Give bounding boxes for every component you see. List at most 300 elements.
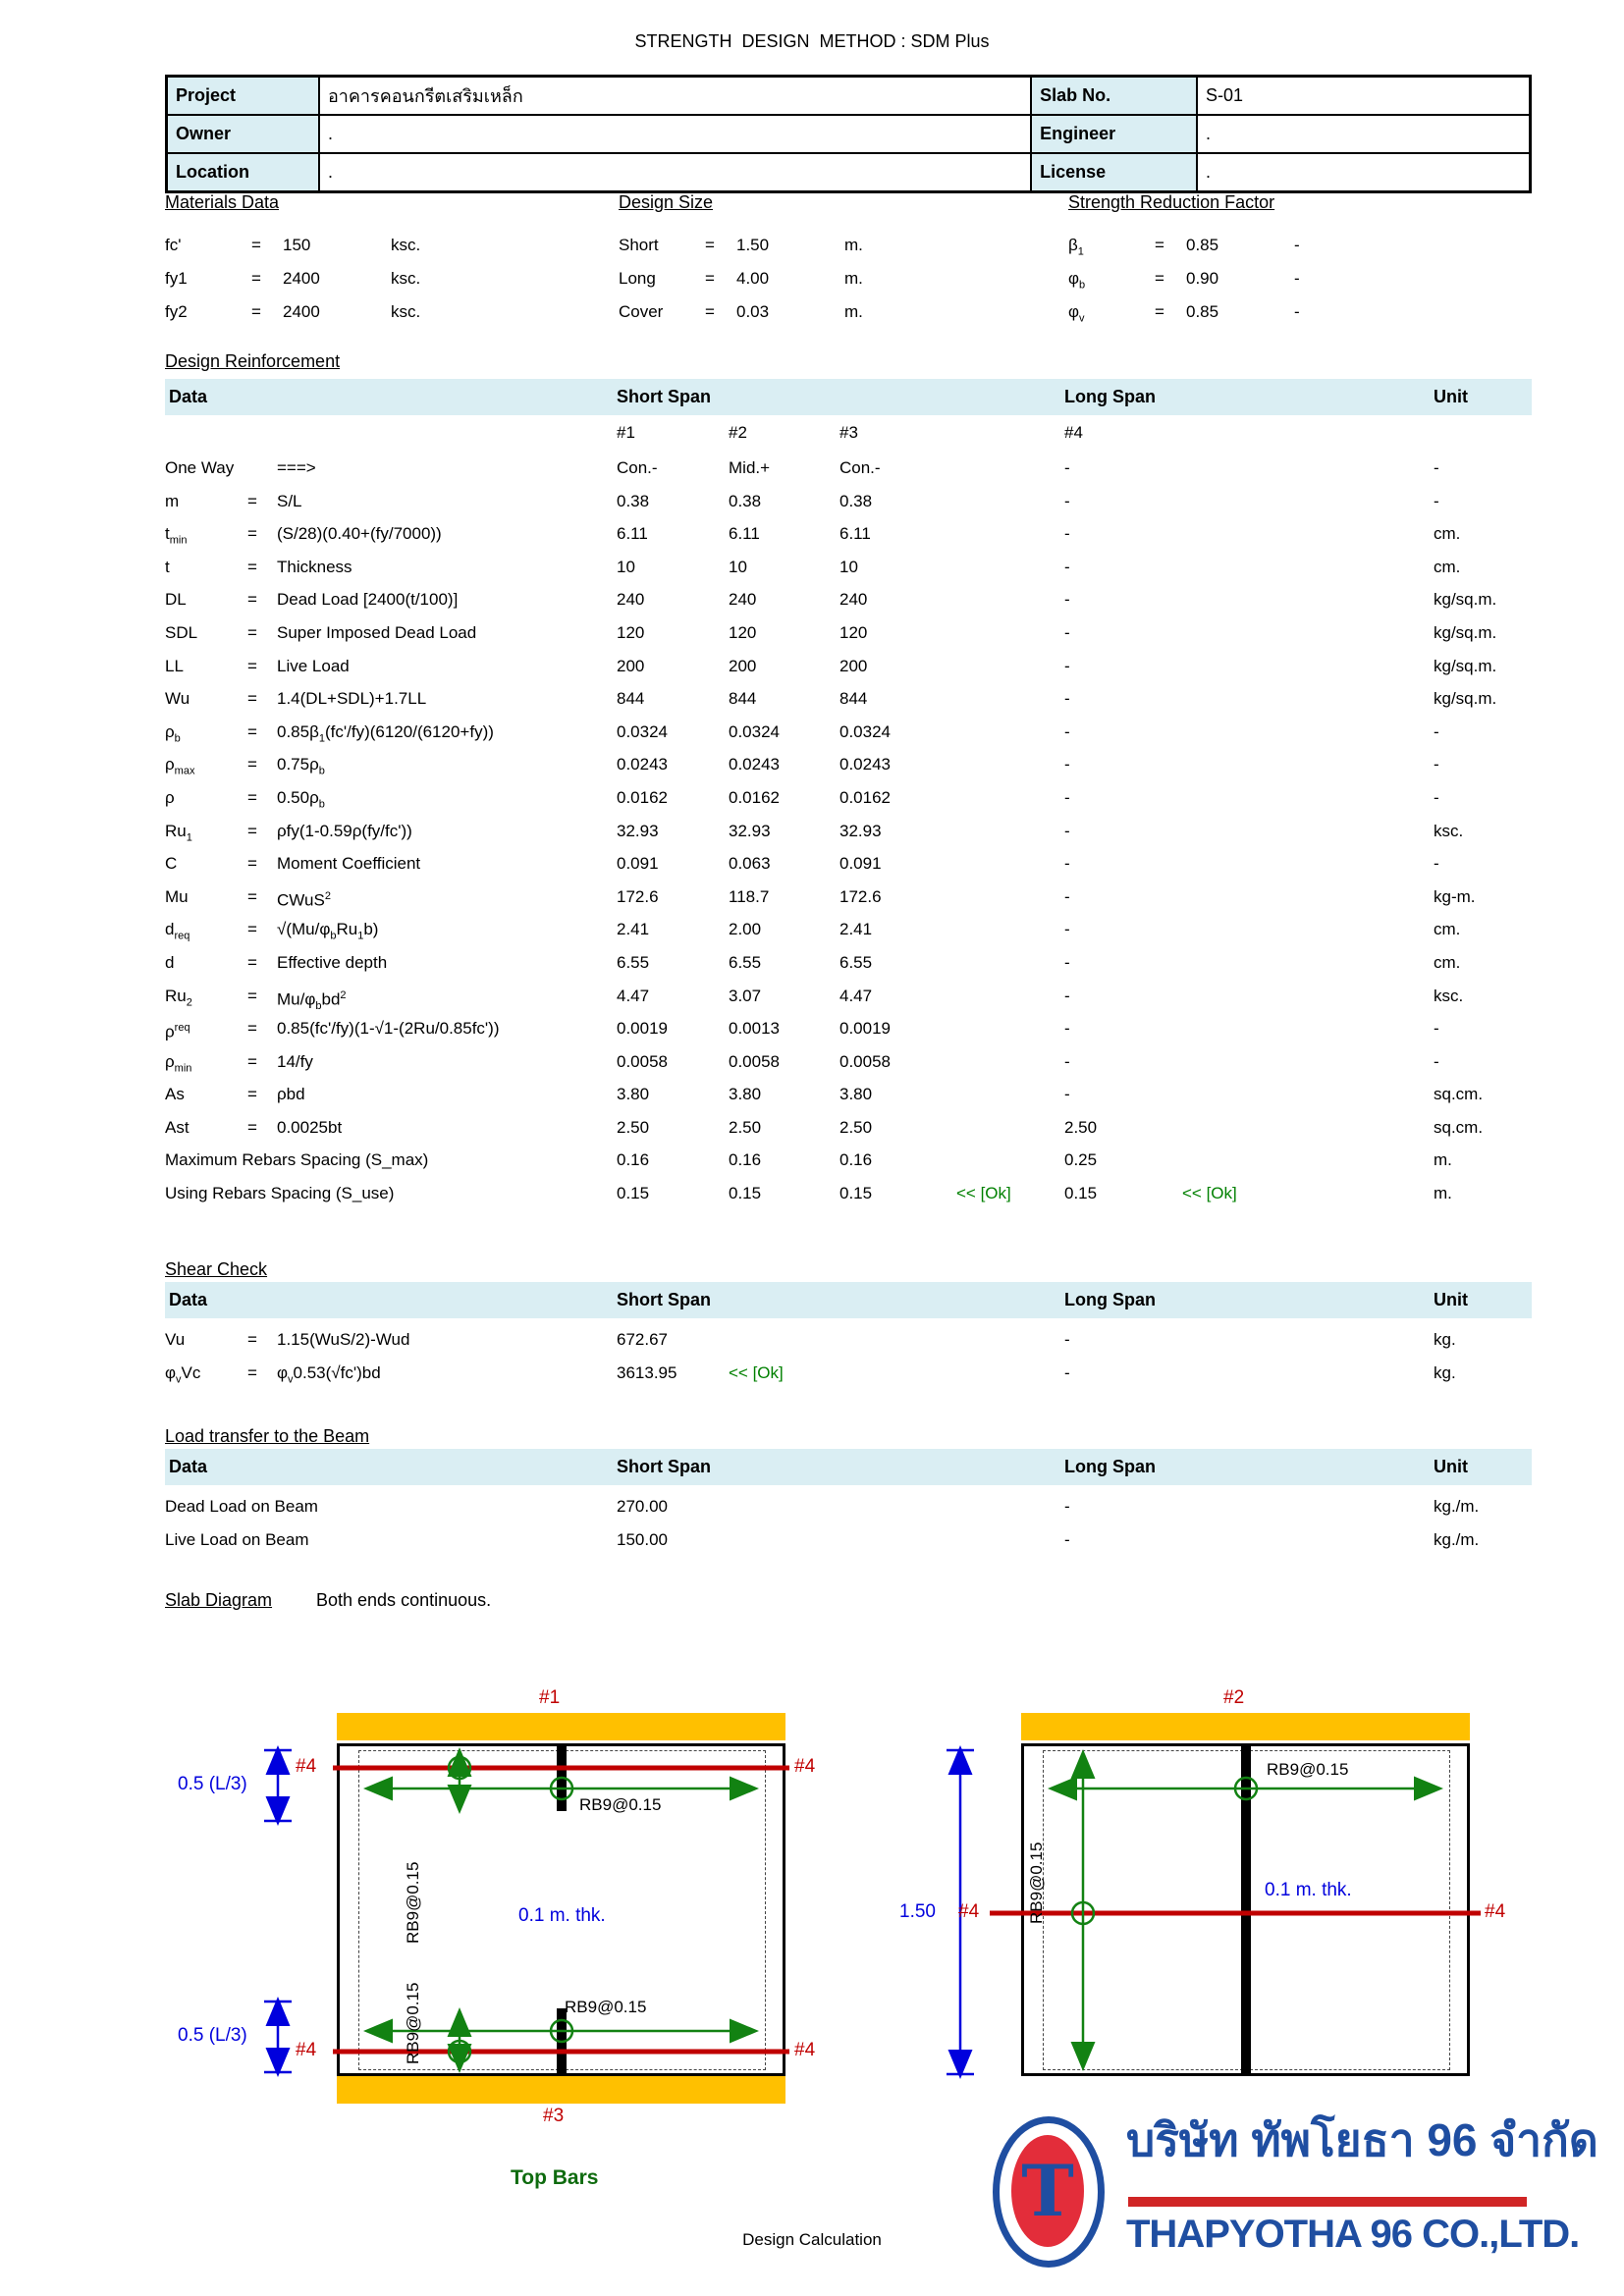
project-info-row [167, 115, 1531, 153]
equals: = [247, 1051, 257, 1071]
table-row [165, 748, 1532, 781]
value-cell: 0.15 [617, 1184, 650, 1203]
value-cell: 4.47 [617, 986, 650, 1005]
equals: = [247, 1330, 257, 1349]
value-cell: - [1064, 755, 1070, 774]
value-cell: 0.0162 [839, 787, 891, 807]
info-row [1068, 295, 1481, 329]
edge-label: #4 [958, 1901, 980, 1922]
row-symbol: $\rho_b$ [165, 721, 181, 745]
row-formula: ===> [277, 458, 316, 477]
unit: ksc. [391, 302, 421, 321]
value-cell: 3.80 [839, 1085, 873, 1104]
value-cell: 0.0013 [729, 1019, 780, 1039]
value-cell: 0.16 [617, 1150, 650, 1170]
header-value: . [319, 115, 1031, 153]
info-row [165, 262, 577, 295]
row-symbol: $Ru_1$ [165, 821, 192, 843]
row-formula: 1.15(WuS/2)-Wud [277, 1330, 410, 1349]
equals: = [705, 302, 715, 321]
row-symbol: $\rho_{max}$ [165, 755, 195, 777]
unit-cell: - [1434, 854, 1439, 874]
subcol-4: #4 [1064, 423, 1083, 442]
value-cell: 0.091 [839, 854, 882, 874]
value: 0.90 [1186, 269, 1219, 288]
row-symbol: Wu [165, 689, 190, 709]
rebar-spacing-label: RB9@0.15 [565, 1998, 647, 2016]
symbol: fy1 [165, 269, 188, 288]
value-cell: 240 [839, 590, 868, 610]
diagram-annotations [170, 1713, 857, 2125]
row-label: Live Load on Beam [165, 1529, 309, 1549]
table-row [165, 1012, 1532, 1045]
value: 2400 [283, 302, 320, 321]
table-row [165, 517, 1532, 551]
value-cell: 0.16 [839, 1150, 873, 1170]
value-cell: - [1064, 491, 1070, 510]
info-row [619, 295, 1031, 329]
value: 0.03 [736, 302, 770, 321]
value-cell: - [1064, 622, 1070, 642]
value-cell: 0.091 [617, 854, 659, 874]
value: 2400 [283, 269, 320, 288]
symbol: $\varphi_b$ [1068, 269, 1086, 292]
edge-label: #4 [296, 2040, 317, 2060]
header-value: . [319, 153, 1031, 192]
design-size-heading: Design Size [619, 192, 714, 212]
row-formula: $√(Mu/\varphi_bRu_1b)$ [277, 920, 379, 942]
symbol: fy2 [165, 302, 188, 321]
equals: = [247, 491, 257, 510]
value-cell: - [1064, 854, 1070, 874]
table-row [165, 682, 1532, 716]
value: 0.85 [1186, 236, 1219, 254]
value-cell: 0.16 [729, 1150, 762, 1170]
value-cell: 0.0243 [617, 755, 668, 774]
project-info-row [167, 153, 1531, 192]
info-row [1068, 229, 1481, 262]
col-unit: Unit [1434, 387, 1468, 406]
value-cell: 6.55 [729, 952, 762, 972]
value-cell: 0.0058 [729, 1051, 780, 1071]
unit-cell: ksc. [1434, 821, 1464, 840]
equals: = [705, 236, 715, 254]
value-cell: Con.- [839, 458, 881, 477]
unit: m. [844, 236, 863, 254]
value-cell: 150.00 [617, 1529, 668, 1549]
footer-note: Design Calculation [742, 2230, 882, 2249]
unit-cell: sq.cm. [1434, 1117, 1484, 1137]
row-label: Maximum Rebars Spacing (S_max) [165, 1150, 429, 1170]
load-transfer-rows [165, 1490, 1532, 1556]
value-cell: 0.0019 [839, 1019, 891, 1039]
symbol: $\varphi_v$ [1068, 302, 1085, 325]
value-cell: - [1064, 721, 1070, 741]
row-symbol: $\rho^{req}$ [165, 1022, 190, 1041]
table-row [165, 1523, 1532, 1557]
table-row [165, 1323, 1532, 1357]
value-cell: 0.0162 [617, 787, 668, 807]
unit-cell: kg/sq.m. [1434, 656, 1497, 675]
value-cell: 844 [839, 689, 868, 709]
equals: = [247, 590, 257, 610]
value-cell: - [1064, 920, 1070, 939]
header-value: อาคารคอนกรีตเสริมเหล็ก [319, 77, 1031, 116]
table-row [165, 1111, 1532, 1145]
spacing-arrow-vertical-top [449, 1752, 470, 1809]
value-cell: - [1064, 590, 1070, 610]
row-symbol: $t_{min}$ [165, 524, 188, 547]
col-long: Long Span [1064, 1290, 1156, 1309]
unit-cell: cm. [1434, 557, 1461, 576]
equals: = [247, 1362, 257, 1382]
value-cell: 240 [617, 590, 645, 610]
diagram-annotations [854, 1713, 1542, 2125]
value-cell: 3.07 [729, 986, 762, 1005]
value-cell: 172.6 [839, 886, 882, 906]
unit-cell: kg-m. [1434, 886, 1476, 906]
span-label-2: #2 [1223, 1687, 1245, 1708]
value-cell: 2.50 [839, 1117, 873, 1137]
value-cell: - [1064, 1330, 1070, 1349]
unit-cell: - [1434, 1019, 1439, 1039]
equals: = [1155, 236, 1164, 254]
shear-rows [165, 1323, 1532, 1389]
page-title: STRENGTH DESIGN METHOD : SDM Plus [634, 31, 990, 51]
value-cell: 0.0058 [839, 1051, 891, 1071]
thickness-label: 0.1 m. thk. [518, 1905, 606, 1926]
value-cell: 3613.95 [617, 1362, 677, 1382]
table-row [165, 781, 1532, 815]
row-symbol: $d_{req}$ [165, 920, 190, 942]
table-row [165, 616, 1532, 650]
value-cell: 32.93 [729, 821, 771, 840]
unit-cell: - [1434, 491, 1439, 510]
symbol: Long [619, 269, 656, 288]
slab-diagram-left [178, 1687, 816, 2189]
row-symbol: t [165, 557, 170, 576]
row-formula: 0.85(fc'/fy)(1-√1-(2Ru/0.85fc')) [277, 1019, 500, 1039]
ok-flag: << [Ok] [956, 1184, 1011, 1203]
row-symbol: C [165, 854, 178, 874]
row-formula: ρfy(1-0.59ρ(fy/fc')) [277, 821, 412, 840]
row-formula: Effective depth [277, 952, 388, 972]
symbol: Short [619, 236, 659, 254]
shear-header-band [165, 1282, 1532, 1318]
header-label: Engineer [1031, 115, 1197, 153]
materials-heading: Materials Data [165, 192, 280, 212]
rebar-spacing-label-vertical: RB9@0.15 [404, 1861, 422, 1944]
spacing-arrow-vertical [1072, 1754, 1094, 2066]
table-row [165, 716, 1532, 749]
value-cell: 0.25 [1064, 1150, 1098, 1170]
header-label: Owner [167, 115, 319, 153]
symbol: fc' [165, 236, 182, 254]
table-row [165, 946, 1532, 980]
row-formula: CWuS$^2$ [277, 889, 331, 910]
col-data: Data [169, 1457, 208, 1476]
value-cell: 6.55 [617, 952, 650, 972]
row-formula: $0.50\rho_b$ [277, 787, 325, 811]
table-row [165, 1490, 1532, 1523]
reduction-factor-section [1068, 192, 1481, 329]
equals: = [251, 302, 261, 321]
value-cell: 2.00 [729, 920, 762, 939]
value-cell: 10 [617, 557, 635, 576]
table-row [165, 1357, 1532, 1390]
value: 1.50 [736, 236, 770, 254]
row-formula: Moment Coefficient [277, 854, 421, 874]
unit-cell: kg/sq.m. [1434, 590, 1497, 610]
value-cell: 120 [839, 622, 868, 642]
value-cell: 6.11 [839, 524, 871, 544]
value-cell: 6.11 [729, 524, 760, 544]
unit-cell: - [1434, 787, 1439, 807]
span-label-3: #3 [543, 2106, 565, 2126]
info-row [619, 229, 1031, 262]
value-cell: 0.0243 [729, 755, 780, 774]
value-cell: 2.50 [729, 1117, 762, 1137]
rebar-spacing-label-vertical: RB9@0.15 [1027, 1842, 1046, 1924]
equals: = [247, 622, 257, 642]
row-symbol: LL [165, 656, 184, 675]
equals: = [247, 1019, 257, 1039]
equals: = [247, 986, 257, 1005]
row-symbol: $\varphi_vVc$ [165, 1362, 201, 1385]
span-label-1: #1 [539, 1687, 561, 1708]
row-formula: 1.4(DL+SDL)+1.7LL [277, 689, 427, 709]
row-formula: 0.0025bt [277, 1117, 343, 1137]
row-symbol: Ast [165, 1117, 189, 1137]
value-cell: - [1064, 787, 1070, 807]
value-cell: - [1064, 689, 1070, 709]
subcol-1: #1 [617, 423, 635, 442]
dimension-arrow-bottom [264, 2002, 292, 2072]
row-formula: Super Imposed Dead Load [277, 622, 477, 642]
value-cell: 0.15 [729, 1184, 762, 1203]
col-data: Data [169, 387, 208, 406]
project-info-row [167, 77, 1531, 116]
value-cell: 2.41 [617, 920, 650, 939]
value-cell: 0.38 [729, 491, 762, 510]
value-cell: - [1064, 886, 1070, 906]
header-label: License [1031, 153, 1197, 192]
row-formula: (S/28)(0.40+(fy/7000)) [277, 524, 442, 544]
row-symbol: Mu [165, 886, 189, 906]
equals: = [1155, 269, 1164, 288]
dim-label-bottom: 0.5 (L/3) [178, 2025, 247, 2046]
equals: = [1155, 302, 1164, 321]
rebar-spacing-label: RB9@0.15 [579, 1795, 662, 1814]
row-symbol: ρ [165, 787, 175, 807]
equals: = [247, 689, 257, 709]
value-cell: 4.47 [839, 986, 873, 1005]
row-formula: Thickness [277, 557, 352, 576]
value-cell: 6.11 [617, 524, 648, 544]
unit: - [1294, 302, 1300, 321]
row-formula: $0.75\rho_b$ [277, 755, 325, 777]
equals: = [247, 524, 257, 544]
spacing-arrow-horizontal-top [368, 1778, 754, 1799]
value-cell: - [1064, 524, 1070, 544]
equals: = [247, 920, 257, 939]
equals: = [247, 787, 257, 807]
unit-cell: cm. [1434, 920, 1461, 939]
row-formula: Live Load [277, 656, 350, 675]
unit-cell: m. [1434, 1150, 1452, 1170]
table-row [165, 1144, 1532, 1177]
value-cell: 200 [617, 656, 645, 675]
design-size-section [619, 192, 1031, 329]
info-row [165, 295, 577, 329]
unit-cell: - [1434, 458, 1439, 477]
dimension-arrow-top [264, 1750, 292, 1821]
header-label: Project [167, 77, 319, 116]
equals: = [247, 557, 257, 576]
edge-label: #4 [794, 1756, 816, 1777]
project-info-table [165, 75, 1532, 193]
value-cell: - [1064, 1051, 1070, 1071]
value-cell: 0.0162 [729, 787, 780, 807]
ok-flag: << [Ok] [1182, 1184, 1237, 1203]
edge-label: #4 [794, 2040, 816, 2060]
unit-cell: m. [1434, 1184, 1452, 1203]
value-cell: 0.38 [617, 491, 650, 510]
value-cell: 672.67 [617, 1330, 668, 1349]
table-row [165, 980, 1532, 1013]
unit-cell: - [1434, 755, 1439, 774]
row-formula: Dead Load [2400(t/100)] [277, 590, 459, 610]
value-cell: 10 [839, 557, 858, 576]
dim-label-top: 0.5 (L/3) [178, 1774, 247, 1794]
unit-cell: kg. [1434, 1330, 1456, 1349]
row-formula: S/L [277, 491, 302, 510]
unit: m. [844, 302, 863, 321]
equals: = [251, 236, 261, 254]
value-cell: 10 [729, 557, 747, 576]
value-cell: 0.063 [729, 854, 771, 874]
value-cell: - [1064, 952, 1070, 972]
value-cell: 2.41 [839, 920, 873, 939]
slab-diagram-note: Both ends continuous. [316, 1590, 492, 1610]
unit: ksc. [391, 236, 421, 254]
col-unit: Unit [1434, 1457, 1468, 1476]
reinforcement-heading: Design Reinforcement [165, 351, 341, 371]
header-value: S-01 [1197, 77, 1530, 116]
reduction-heading: Strength Reduction Factor [1068, 192, 1275, 212]
thickness-label: 0.1 m. thk. [1265, 1880, 1352, 1900]
load-transfer-heading: Load transfer to the Beam [165, 1426, 370, 1446]
reinforcement-rows [165, 452, 1532, 1210]
equals: = [247, 656, 257, 675]
value-cell: 240 [729, 590, 757, 610]
row-formula: ρbd [277, 1085, 305, 1104]
value-cell: - [1064, 656, 1070, 675]
info-row [619, 262, 1031, 295]
value-cell: - [1064, 557, 1070, 576]
spacing-arrow-horizontal-bottom [368, 2020, 754, 2042]
row-symbol: d [165, 952, 175, 972]
value-cell: 0.15 [839, 1184, 873, 1203]
value-cell: 3.80 [729, 1085, 762, 1104]
unit-cell: - [1434, 1051, 1439, 1071]
company-name-english: THAPYOTHA 96 CO.,LTD. [1126, 2213, 1580, 2256]
reinforcement-subheader [165, 416, 1532, 450]
row-symbol: m [165, 491, 180, 510]
company-name-thai: บริษัท ทัพโยธา 96 จำกัด [1126, 2114, 1598, 2165]
table-row [165, 913, 1532, 946]
equals: = [251, 269, 261, 288]
value-cell: Con.- [617, 458, 658, 477]
unit-cell: ksc. [1434, 986, 1464, 1005]
col-long: Long Span [1064, 387, 1156, 406]
unit-cell: kg/sq.m. [1434, 689, 1497, 709]
value: 4.00 [736, 269, 770, 288]
value-cell: 0.0243 [839, 755, 891, 774]
table-row [165, 485, 1532, 518]
value: 0.85 [1186, 302, 1219, 321]
load-transfer-header-band [165, 1449, 1532, 1485]
col-long: Long Span [1064, 1457, 1156, 1476]
value-cell: 0.0019 [617, 1019, 668, 1039]
row-label: Using Rebars Spacing (S_use) [165, 1184, 395, 1203]
equals: = [247, 721, 257, 741]
row-symbol: As [165, 1085, 185, 1104]
rebar-spacing-label: RB9@0.15 [1267, 1760, 1349, 1779]
value-cell: 200 [729, 656, 757, 675]
unit-cell: kg./m. [1434, 1529, 1480, 1549]
row-symbol: Vu [165, 1330, 186, 1349]
equals: = [247, 755, 257, 774]
value-cell: 120 [729, 622, 757, 642]
dim-label: 1.50 [899, 1901, 936, 1922]
spacing-arrow-vertical-bottom [449, 2012, 470, 2068]
row-symbol: $Ru_2$ [165, 986, 192, 1008]
value-cell: 32.93 [617, 821, 659, 840]
info-row [165, 229, 577, 262]
edge-label: #4 [1485, 1901, 1506, 1922]
value-cell: - [1064, 1085, 1070, 1104]
subcol-3: #3 [839, 423, 858, 442]
header-label: Slab No. [1031, 77, 1197, 116]
table-row [165, 881, 1532, 914]
shear-heading: Shear Check [165, 1259, 268, 1279]
equals: = [247, 1085, 257, 1104]
table-row [165, 551, 1532, 584]
row-formula: $\varphi_v0.53(√fc')bd$ [277, 1362, 381, 1385]
value-cell: 0.38 [839, 491, 873, 510]
col-unit: Unit [1434, 1290, 1468, 1309]
unit-cell: kg/sq.m. [1434, 622, 1497, 642]
equals: = [247, 1117, 257, 1137]
value-cell: 6.55 [839, 952, 873, 972]
row-symbol: DL [165, 590, 187, 610]
row-symbol: One Way [165, 458, 235, 477]
value-cell: 844 [617, 689, 645, 709]
value-cell: 172.6 [617, 886, 659, 906]
equals: = [705, 269, 715, 288]
symbol: $\beta_1$ [1068, 236, 1084, 258]
header-label: Location [167, 153, 319, 192]
value-cell: Mid.+ [729, 458, 771, 477]
col-short: Short Span [617, 1290, 712, 1309]
value-cell: 270.00 [617, 1497, 668, 1516]
value-cell: - [1064, 986, 1070, 1005]
value: 150 [283, 236, 311, 254]
table-row [165, 1045, 1532, 1079]
table-row [165, 650, 1532, 683]
top-bars-caption: Top Bars [511, 2166, 599, 2189]
